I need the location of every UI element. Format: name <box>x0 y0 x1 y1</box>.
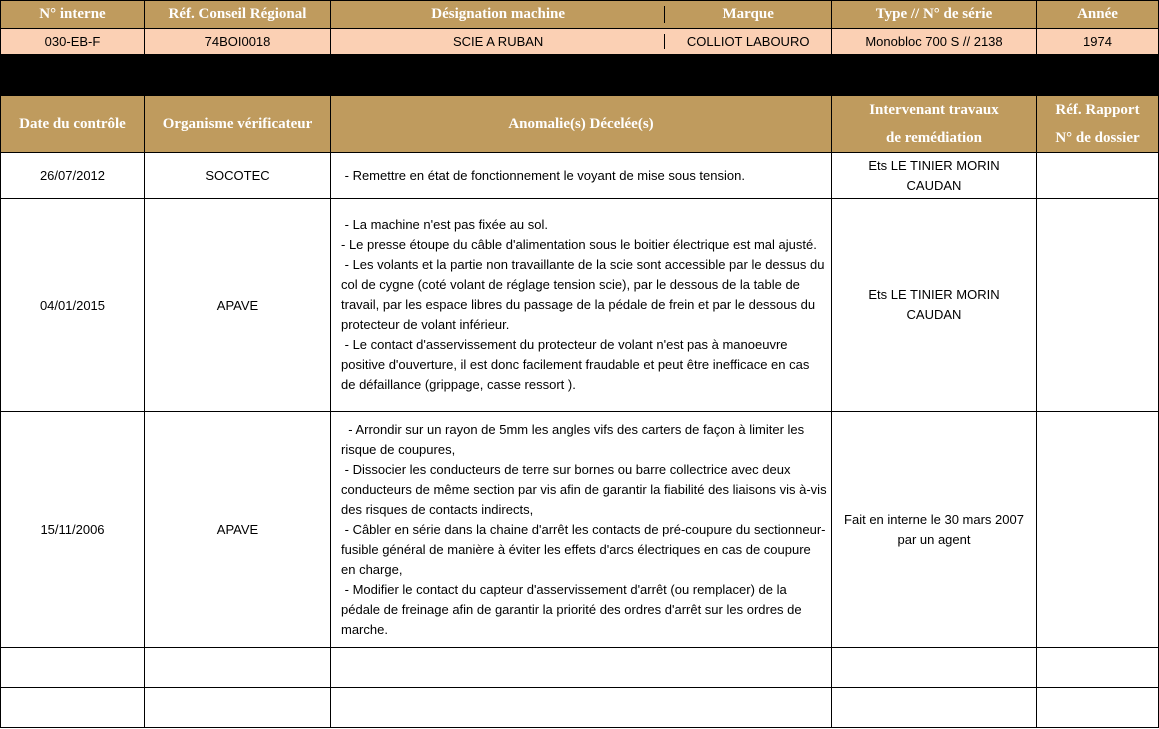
empty-row <box>1 688 1159 728</box>
empty-cell <box>1 648 145 688</box>
empty-row <box>1 648 1159 688</box>
control-ref <box>1037 412 1159 648</box>
empty-cell <box>1 688 145 728</box>
anomaly-item: - Le presse étoupe du câble d'alimentation sous le boitier électrique est mal ajusté. <box>341 237 817 252</box>
control-organisme: SOCOTEC <box>145 153 331 199</box>
machine-annee: 1974 <box>1037 29 1159 55</box>
anomaly-item: - Le contact d'asservissement du protecteur de volant n'est pas à manoeuvre positive d'ouverture, il est donc facilement fraudable et peut être inefficace en cas de défaillance (grippage, casse ressort ). <box>341 337 813 392</box>
header-designation <box>331 1 832 29</box>
empty-cell <box>832 648 1037 688</box>
control-intervenant <box>832 153 1037 199</box>
empty-cell <box>331 688 832 728</box>
header-intervenant-line1: Intervenant travaux <box>869 102 999 118</box>
machine-designation <box>331 29 832 55</box>
machine-marque: COLLIOT LABOURO <box>664 34 831 49</box>
control-organisme: APAVE <box>145 199 331 412</box>
empty-cell <box>145 688 331 728</box>
header-ref-rapport <box>1037 96 1159 153</box>
control-anomalies <box>331 199 832 412</box>
intervenant-line2: CAUDAN <box>906 307 962 322</box>
table-row <box>1 199 1159 412</box>
control-intervenant <box>832 412 1037 648</box>
table-row <box>1 412 1159 648</box>
header-n-interne: N° interne <box>1 1 145 29</box>
machine-ref-conseil: 74BOI0018 <box>145 29 331 55</box>
control-anomalies <box>331 153 832 199</box>
controls-header-row <box>1 96 1159 153</box>
header-date-controle: Date du contrôle <box>1 96 145 153</box>
anomaly-item: - Remettre en état de fonctionnement le voyant de mise sous tension. <box>341 167 745 183</box>
machine-type-serie: Monobloc 700 S // 2138 <box>832 29 1037 55</box>
machine-n-interne: 030-EB-F <box>1 29 145 55</box>
machine-info-row <box>1 29 1159 55</box>
intervenant-line1: Ets LE TINIER MORIN <box>868 157 1000 173</box>
control-intervenant <box>832 199 1037 412</box>
control-ref <box>1037 153 1159 199</box>
anomaly-item: - Arrondir sur un rayon de 5mm les angles vifs des carters de façon à limiter les risque de coupures, <box>341 421 808 457</box>
control-date: 15/11/2006 <box>1 412 145 648</box>
intervenant-line2: par un agent <box>897 531 971 547</box>
anomaly-item: - Modifier le contact du capteur d'asservissement d'arrêt (ou remplacer) de la pédale de freinage afin de garantir la priorité des ordres d'arrêt sur les ordres de marche. <box>341 581 806 637</box>
intervenant-line2: CAUDAN <box>906 177 962 193</box>
header-organisme: Organisme vérificateur <box>145 96 331 153</box>
header-intervenant-line2: de remédiation <box>886 130 982 146</box>
header-type-serie: Type // N° de série <box>832 1 1037 29</box>
header-ref-rapport-line1: Réf. Rapport <box>1055 102 1140 118</box>
empty-cell <box>331 648 832 688</box>
table-row <box>1 153 1159 199</box>
control-anomalies <box>331 412 832 648</box>
machine-designation-value: SCIE A RUBAN <box>453 34 544 49</box>
control-ref <box>1037 199 1159 412</box>
header-designation-label: Désignation machine <box>431 6 566 22</box>
intervenant-line1: Ets LE TINIER MORIN <box>868 287 1000 302</box>
black-separator <box>1 55 1159 96</box>
header-marque: Marque <box>664 6 831 23</box>
anomaly-item: - Dissocier les conducteurs de terre sur bornes ou barre collectrice avec deux conducteurs de même section par vis afin de garantir la fiabilité des liaisons vis à-vis des risques de contacts indirects, <box>341 461 831 517</box>
empty-cell <box>832 688 1037 728</box>
anomaly-item: - Les volants et la partie non travaillante de la scie sont accessible par le dessus du col de cygne (coté volant de réglage tension scie), par le dessous de la table de travail, par les espace libres du passage de la pédale de frein et par le dessous du protecteur de volant inférieur. <box>341 257 829 332</box>
empty-cell <box>1037 648 1159 688</box>
empty-cell <box>145 648 331 688</box>
header-ref-conseil: Réf. Conseil Régional <box>145 1 331 29</box>
header-intervenant <box>832 96 1037 153</box>
header-anomalies: Anomalie(s) Décelée(s) <box>331 96 832 153</box>
empty-cell <box>1037 688 1159 728</box>
separator-row <box>1 55 1159 96</box>
anomaly-item: - Câbler en série dans la chaine d'arrêt les contacts de pré-coupure du sectionneur-fusible général de manière à éviter les effets d'arcs électriques en cas de coupure en charge, <box>341 521 826 577</box>
anomaly-item: - La machine n'est pas fixée au sol. <box>341 217 548 232</box>
control-date: 26/07/2012 <box>1 153 145 199</box>
header-annee: Année <box>1037 1 1159 29</box>
control-date: 04/01/2015 <box>1 199 145 412</box>
control-organisme: APAVE <box>145 412 331 648</box>
intervenant-line1: Fait en interne le 30 mars 2007 <box>844 511 1024 527</box>
header-ref-rapport-line2: N° de dossier <box>1055 130 1140 146</box>
machine-header-row <box>1 1 1159 29</box>
